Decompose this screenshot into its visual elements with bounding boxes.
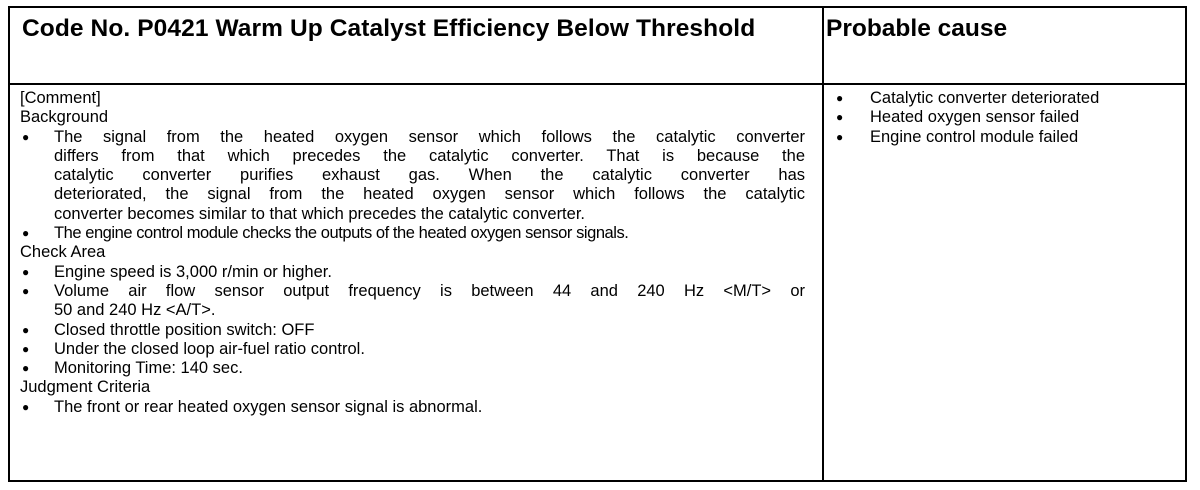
text-line: deteriorated, the signal from the heated oxygen sensor which follows the catalytic <box>54 185 805 204</box>
probable-cause-list <box>830 89 1180 147</box>
text-line: ● The front or rear heated oxygen sensor signal is abnormal. <box>54 397 483 416</box>
text-line: ● Closed throttle position switch: OFF <box>54 320 315 339</box>
check-area-bullet <box>20 282 805 321</box>
cause-item: ● Catalytic converter deteriorated <box>830 89 1180 108</box>
check-area-bullet <box>20 321 805 340</box>
text-line: converter becomes similar to that which precedes the catalytic converter. <box>54 204 585 223</box>
text-line: ● Under the closed loop air-fuel ratio control. <box>54 339 365 358</box>
check-area-bullet <box>20 340 805 359</box>
code-title: Code No. P0421 Warm Up Catalyst Efficiency Below Threshold <box>22 15 756 42</box>
header-divider <box>10 83 1185 85</box>
check-area-heading: Check Area <box>20 243 106 262</box>
comment-section <box>20 89 805 417</box>
text-line: ● Engine speed is 3,000 r/min or higher. <box>54 262 332 281</box>
check-area-bullet <box>20 359 805 378</box>
text-line: catalytic converter purifies exhaust gas. When the catalytic converter has <box>54 166 805 185</box>
column-divider <box>822 8 824 480</box>
comment-label: [Comment] <box>20 89 101 107</box>
text-line: ● Monitoring Time: 140 sec. <box>54 359 243 378</box>
judgment-bullet <box>20 398 805 417</box>
background-bullet <box>20 128 805 224</box>
judgment-criteria-heading: Judgment Criteria <box>20 378 151 397</box>
text-line: ● The signal from the heated oxygen sensor which follows the catalytic converter <box>54 127 805 146</box>
check-area-bullet <box>20 263 805 282</box>
probable-cause-heading: Probable cause <box>826 15 1008 42</box>
text-line: ● The engine control module checks the outputs of the heated oxygen sensor signals. <box>54 224 629 243</box>
background-bullet <box>20 224 805 243</box>
text-line: 50 and 240 Hz <A/T>. <box>54 301 216 320</box>
cause-item: ● Engine control module failed <box>830 128 1180 147</box>
text-line: ● Volume air flow sensor output frequency is between 44 and 240 Hz <M/T> or <box>54 281 805 300</box>
cause-item: ● Heated oxygen sensor failed <box>830 108 1180 127</box>
text-line: differs from that which precedes the catalytic converter. That is because the <box>54 146 805 165</box>
background-heading: Background <box>20 108 109 127</box>
